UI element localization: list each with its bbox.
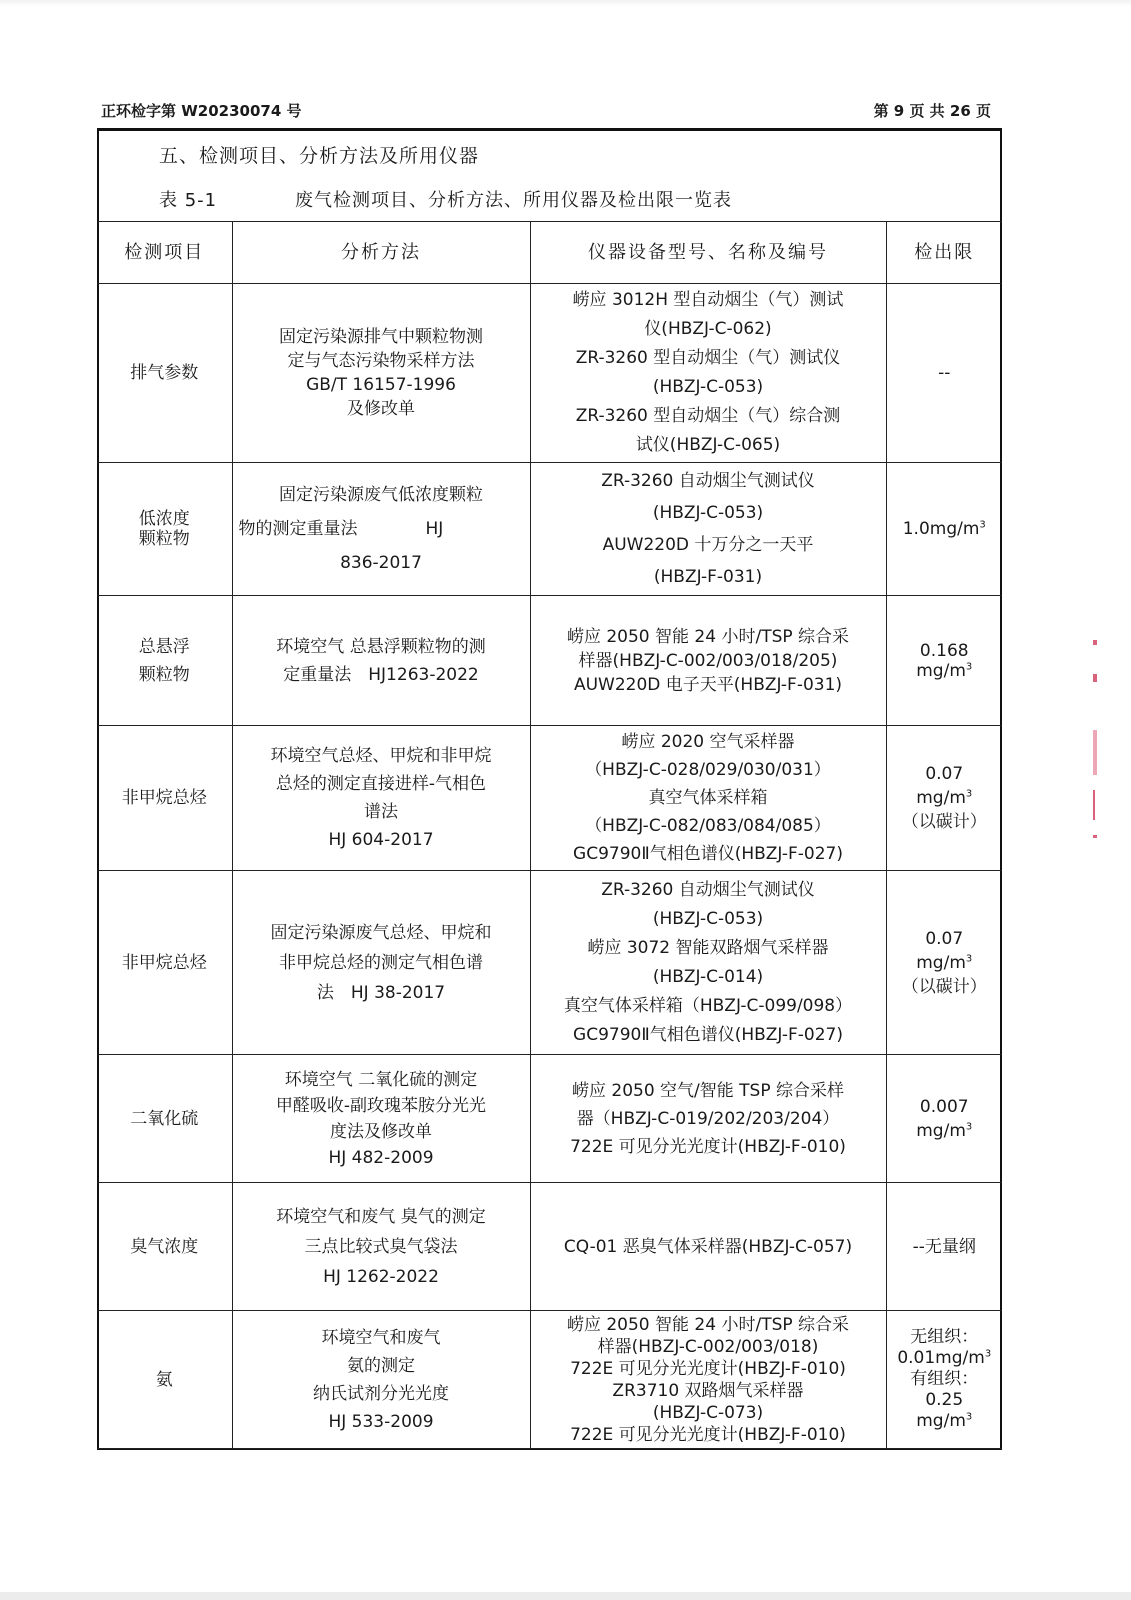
column-header-item: 检测项目 (97, 222, 232, 284)
seal-fragment (1093, 790, 1095, 820)
column-header-limit: 检出限 (886, 222, 1002, 284)
cell-method: 环境空气 二氧化硫的测定 甲醛吸收-副玫瑰苯胺分光光 度法及修改单 HJ 482-2009 (232, 1055, 530, 1183)
seal-fragment (1093, 835, 1097, 838)
cell-item: 二氧化硫 (97, 1055, 232, 1183)
document-number: 正环检字第 W20230074 号 (101, 102, 302, 120)
table-row (97, 726, 1002, 871)
table-caption (159, 186, 732, 212)
cell-instruments: 崂应 3012H 型自动烟尘（气）测试 仪(HBZJ-C-062) ZR-3260 型自动烟尘（气）测试仪 (HBZJ-C-053) ZR-3260 型自动烟尘（气）综合测 试仪(HBZJ-C-065) (530, 284, 886, 463)
cell-instruments: ZR-3260 自动烟尘气测试仪 (HBZJ-C-053) 崂应 3072 智能双路烟气采样器 (HBZJ-C-014) 真空气体采样箱（HBZJ-C-099/098） GC9790Ⅱ气相色谱仪(HBZJ-F-027) (530, 871, 886, 1055)
page-number: 第 9 页 共 26 页 (873, 102, 991, 120)
section-title: 五、检测项目、分析方法及所用仪器 (159, 145, 480, 167)
scan-edge-bottom (0, 1592, 1131, 1600)
cell-item: 低浓度 颗粒物 (97, 463, 232, 596)
table-title: 废气检测项目、分析方法、所用仪器及检出限一览表 (295, 190, 732, 211)
column-header-method: 分析方法 (232, 222, 530, 284)
cell-method: 固定污染源废气总烃、甲烷和 非甲烷总烃的测定气相色谱 法 HJ 38-2017 (232, 871, 530, 1055)
cell-limit: 0.007 $mg/m^3$ (886, 1055, 1002, 1183)
cell-item: 非甲烷总烃 (97, 871, 232, 1055)
table-row (97, 284, 1002, 463)
table-row (97, 871, 1002, 1055)
table-row (97, 1055, 1002, 1183)
cell-item: 臭气浓度 (97, 1183, 232, 1311)
table-number: 表 5-1 (159, 190, 218, 211)
cell-limit: -- (886, 284, 1002, 463)
cell-limit: 0.07 $mg/m^3$ （以碳计） (886, 726, 1002, 871)
detection-table (97, 221, 1002, 1449)
cell-method: 环境空气 总悬浮颗粒物的测 定重量法 HJ1263-2022 (232, 596, 530, 726)
table-header-row (97, 222, 1002, 284)
cell-method: 环境空气总烃、甲烷和非甲烷 总烃的测定直接进样-气相色 谱法 HJ 604-2017 (232, 726, 530, 871)
cell-limit: 0.07 $mg/m^3$ （以碳计） (886, 871, 1002, 1055)
column-header-instruments: 仪器设备型号、名称及编号 (530, 222, 886, 284)
cell-method: 环境空气和废气 臭气的测定 三点比较式臭气袋法 HJ 1262-2022 (232, 1183, 530, 1311)
cell-instruments: ZR-3260 自动烟尘气测试仪 (HBZJ-C-053) AUW220D 十万分之一天平 (HBZJ-F-031) (530, 463, 886, 596)
table-row (97, 463, 1002, 596)
cell-item: 氨 (97, 1311, 232, 1449)
cell-limit: 无组织： $0.01mg/m^3$ 有组织： 0.25 $mg/m^3$ (886, 1311, 1002, 1449)
cell-instruments: CQ-01 恶臭气体采样器(HBZJ-C-057) (530, 1183, 886, 1311)
cell-item: 排气参数 (97, 284, 232, 463)
table-row (97, 1183, 1002, 1311)
cell-instruments: 崂应 2050 智能 24 小时/TSP 综合采 样器(HBZJ-C-002/003/018) 722E 可见分光光度计(HBZJ-F-010) ZR3710 双路烟气采样器 (HBZJ-C-073) 722E 可见分光光度计(HBZJ-F-010) (530, 1311, 886, 1449)
page-header (101, 100, 991, 122)
cell-method: 环境空气和废气 氨的测定 纳氏试剂分光光度 HJ 533-2009 (232, 1311, 530, 1449)
cell-limit: $1.0mg/m^3$ (886, 463, 1002, 596)
cell-instruments: 崂应 2020 空气采样器 （HBZJ-C-028/029/030/031） 真空气体采样箱 （HBZJ-C-082/083/084/085） GC9790Ⅱ气相色谱仪(HBZJ-F-027) (530, 726, 886, 871)
cell-item: 非甲烷总烃 (97, 726, 232, 871)
content-frame (97, 128, 1002, 1450)
scan-edge-top (0, 0, 1131, 6)
seal-fragment (1093, 640, 1097, 645)
cell-limit: --无量纲 (886, 1183, 1002, 1311)
seal-fragment (1093, 674, 1097, 682)
cell-instruments: 崂应 2050 智能 24 小时/TSP 综合采 样器(HBZJ-C-002/003/018/205) AUW220D 电子天平(HBZJ-F-031) (530, 596, 886, 726)
cell-method: 固定污染源排气中颗粒物测 定与气态污染物采样方法 GB/T 16157-1996 及修改单 (232, 284, 530, 463)
seal-fragment (1093, 730, 1097, 775)
cell-instruments: 崂应 2050 空气/智能 TSP 综合采样 器（HBZJ-C-019/202/203/204） 722E 可见分光光度计(HBZJ-F-010) (530, 1055, 886, 1183)
table-row (97, 1311, 1002, 1449)
cell-limit: 0.168 $mg/m^3$ (886, 596, 1002, 726)
cell-method: 固定污染源废气低浓度颗粒 物的测定重量法 HJ 836-2017 (232, 463, 530, 596)
table-row (97, 596, 1002, 726)
cell-item: 总悬浮 颗粒物 (97, 596, 232, 726)
